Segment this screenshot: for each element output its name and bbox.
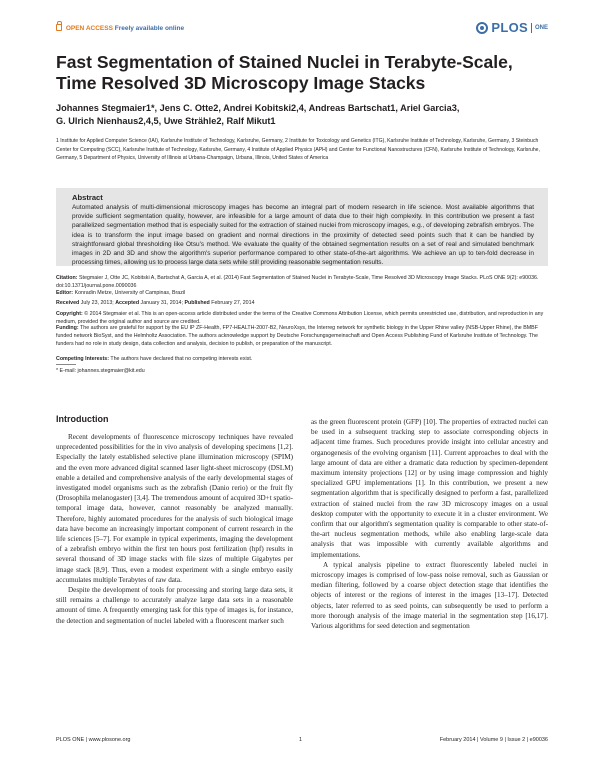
citation xyxy=(56,275,548,291)
paper-title: Fast Segmentation of Stained Nuclei in Terabyte-Scale, Time Resolved 3D Microscopy Image Stacks xyxy=(56,52,513,93)
plos-logo-icon xyxy=(476,22,488,34)
intro-paragraph-2: Despite the development of tools for processing and storing large data sets, it still remains a challenge to accurately analyze large data sets in a reasonable amount of time. A frequently emerging task for this type of images is, for instance, the detection and segmentation of nuclei labeled with a fluorescent marker such xyxy=(56,586,293,625)
abstract-box xyxy=(56,188,548,266)
open-label: OPEN xyxy=(65,25,85,32)
editor xyxy=(56,290,548,298)
competing-text: The authors have declared that no competing interests exist. xyxy=(110,356,253,362)
citation-label: Citation: xyxy=(56,275,78,281)
published-label: Published xyxy=(184,300,210,306)
introduction-heading: Introduction xyxy=(56,414,109,424)
copyright-text: © 2014 Stegmaier et al. This is an open-access article distributed under the terms of the Creative Commons Attribution License, which permits unrestricted use, distribution, and reproduction in any medium, provided the original author and source are credited. xyxy=(56,311,544,325)
intro-paragraph-4: A typical analysis pipeline to extract fluorescently labeled nuclei in microscopy images is comprised of low-pass noise removal, such as Gaussian or median filtering, followed by a coarse object detection stage that identifies the objects of interest or the regions of interest in the images [13–17]. Detected objects, later referred to as seed points, can subsequently be used to perform a more thorough analysis of the image material in the segmentation step [16,17]. Various algorithms for seed detection and segmentation xyxy=(311,560,548,631)
author-line-1: Johannes Stegmaier1*, Jens C. Otte2, Andrei Kobitski2,4, Andreas Bartschat1, Ariel Garcia3, xyxy=(56,103,460,113)
editor-label: Editor: xyxy=(56,290,74,296)
journal-header xyxy=(56,20,548,42)
access-label: ACCESS xyxy=(85,25,113,32)
author-line-2: G. Ulrich Nienhaus2,4,5, Uwe Strähle2, Ralf Mikut1 xyxy=(56,116,276,126)
editor-text: Konradin Metze, University of Campinas, Brazil xyxy=(74,290,186,296)
plos-wordmark: PLOS xyxy=(491,20,528,35)
author-list xyxy=(56,102,546,128)
page-footer xyxy=(56,737,548,747)
affiliations: 1 Institute for Applied Computer Science (IAI), Karlsruhe Institute of Technology, Karlsruhe, Germany, 2 Institute for Toxicology and Genetics (ITG), Karlsruhe Institute of Technology, Karlsruhe, Germany, 3 Steinbuch Center for Computing (SCC), Karlsruhe Institute of Technology, Karlsruhe, Germany, 4 Institute of Applied Physics (APH) and Center for Functional Nanostructures (CFN), Karlsruhe Institute of Technology, Karlsruhe, Germany, 5 Department of Physics, University of Illinois at Urbana-Champaign, Urbana, Illinois, United States of America xyxy=(56,138,540,162)
copyright-label: Copyright: xyxy=(56,311,83,317)
published-date: February 27, 2014 xyxy=(211,300,255,306)
accepted-label: Accepted xyxy=(115,300,140,306)
funding-text: The authors are grateful for support by the EU IP ZF-Health, FP7-HEALTH-2007-B2, NeuroXsys, the Interreg network for synthetic biology in the Upper Rhine valley (NSB-Upper Rhine), the BMBF funded network BioSyst, and the Helmholtz Association. The authors acknowledge support by Deutsche Forschungsgemeinschaft and Open Access Publishing Fund of Karlsruhe Institute of Technology. The funders had no role in study design, data collection and analysis, decision to publish, or preparation of the manuscript. xyxy=(56,325,538,347)
open-access-banner xyxy=(56,24,184,32)
funding-label: Funding: xyxy=(56,325,79,331)
one-wordmark: ONE xyxy=(534,24,548,31)
email-divider xyxy=(56,364,76,365)
footer-issue: February 2014 | Volume 9 | Issue 2 | e90036 xyxy=(439,737,548,743)
body-right-column xyxy=(311,417,548,631)
received-date: July 23, 2013; xyxy=(80,300,114,306)
abstract-heading: Abstract xyxy=(72,193,103,202)
accepted-date: January 31, 2014; xyxy=(140,300,183,306)
body-left-column xyxy=(56,432,293,626)
plos-one-logo xyxy=(476,20,548,35)
intro-paragraph-1: Recent developments of fluorescence microscopy techniques have revealed unprecedented possibilities for the in vivo analysis of developing specimens [1,2]. Especially the lately established selective plane illumination microscopy (SPIM) and the even more advanced digital scanned laser light-sheet microscopy (DSLM) enable a detailed and comprehensive analysis of the early developmental stages of investigated model organisms such as the zebrafish (Danio rerio) or the fruit fly (Drosophila melanogaster) [3,4]. The tremendous amount of acquired 3D+t spatio-temporal image data, however, cannot reasonably be analyzed manually. Therefore, highly automated procedures for the analysis of such biological image data have become an increasingly important component of current research in the life sciences [5–7]. For example in typical experiments, imaging the development of a zebrafish embryo within the first ten hours post fertilization (hpf) results in several thousand of 3D image stacks with file sizes of multiple Gigabytes per image stack [8,9]. Thus, even a modest experiment with a single embryo easily accumulates multiple Terabytes of raw data. xyxy=(56,433,293,584)
citation-text: Stegmaier J, Otte JC, Kobitski A, Bartschat A, Garcia A, et al. (2014) Fast Segmentation of Stained Nuclei in Terabyte-Scale, Time Resolved 3D Microscopy Image Stacks. PLoS ONE 9(2): e90036. doi:10.1371/journal.pone.0090036 xyxy=(56,275,539,289)
intro-paragraph-3: as the green fluorescent protein (GFP) [10]. The properties of extracted nuclei can be used in a subsequent tracking step to associate corresponding objects in adjacent time frames. Such procedures provide insight into cellular ancestry and organogenesis of the evolving organism [11]. Current approaches to deal with the large amount of data are either a dramatic data reduction by specimen-dependent maximum intensity projections [12] or by using image compression and highly specialized GPU implementations [1]. In this contribution, we present a new segmentation algorithm that is specifically designed to perform a fast, parallelized extraction of stained nuclei from the raw 3D microscopy images on a usual desktop computer with the opportunity to execute it in a cluster environment. We confirm that our algorithm's segmentation quality is comparable to other state-of-the-art nucleus segmentation methods, while also enabling large-scale data analysis that was impossible with currently available algorithms and implementations. xyxy=(311,418,548,559)
abstract-text: Automated analysis of multi-dimensional microscopy images has become an integral part of modern research in life science. Most available algorithms that provide sufficient segmentation quality, however, are infeasible for a large amount of data due to their high complexity. In this contribution we present a fast parallelized segmentation method that is especially suited for the extraction of stained nuclei from microscopy images, e.g., of developing zebrafish embryos. The idea is to transform the input image based on gradient and normal directions in the proximity of detected seed points such that it can be handled by straightforward global thresholding like Otsu's method. We evaluate the quality of the obtained segmentation results on a set of real and simulated benchmark images in 2D and 3D and show the algorithm's superior performance compared to other state-of-the-art algorithms. We achieve an up to ten-fold decrease in processing times, allowing us to process large data sets while still providing reasonable segmentation results. xyxy=(72,204,534,267)
open-lock-icon xyxy=(56,24,62,31)
page-number: 1 xyxy=(299,737,303,743)
contact-email: * E-mail: johannes.stegmaier@kit.edu xyxy=(56,368,145,374)
freely-available-label: Freely available online xyxy=(114,25,185,32)
received-label: Received xyxy=(56,300,80,306)
publication-dates xyxy=(56,300,548,308)
funding xyxy=(56,325,548,348)
competing-interests xyxy=(56,356,548,364)
competing-label: Competing Interests: xyxy=(56,356,109,362)
footer-journal: PLOS ONE | www.plosone.org xyxy=(56,737,131,743)
logo-divider xyxy=(531,23,532,33)
